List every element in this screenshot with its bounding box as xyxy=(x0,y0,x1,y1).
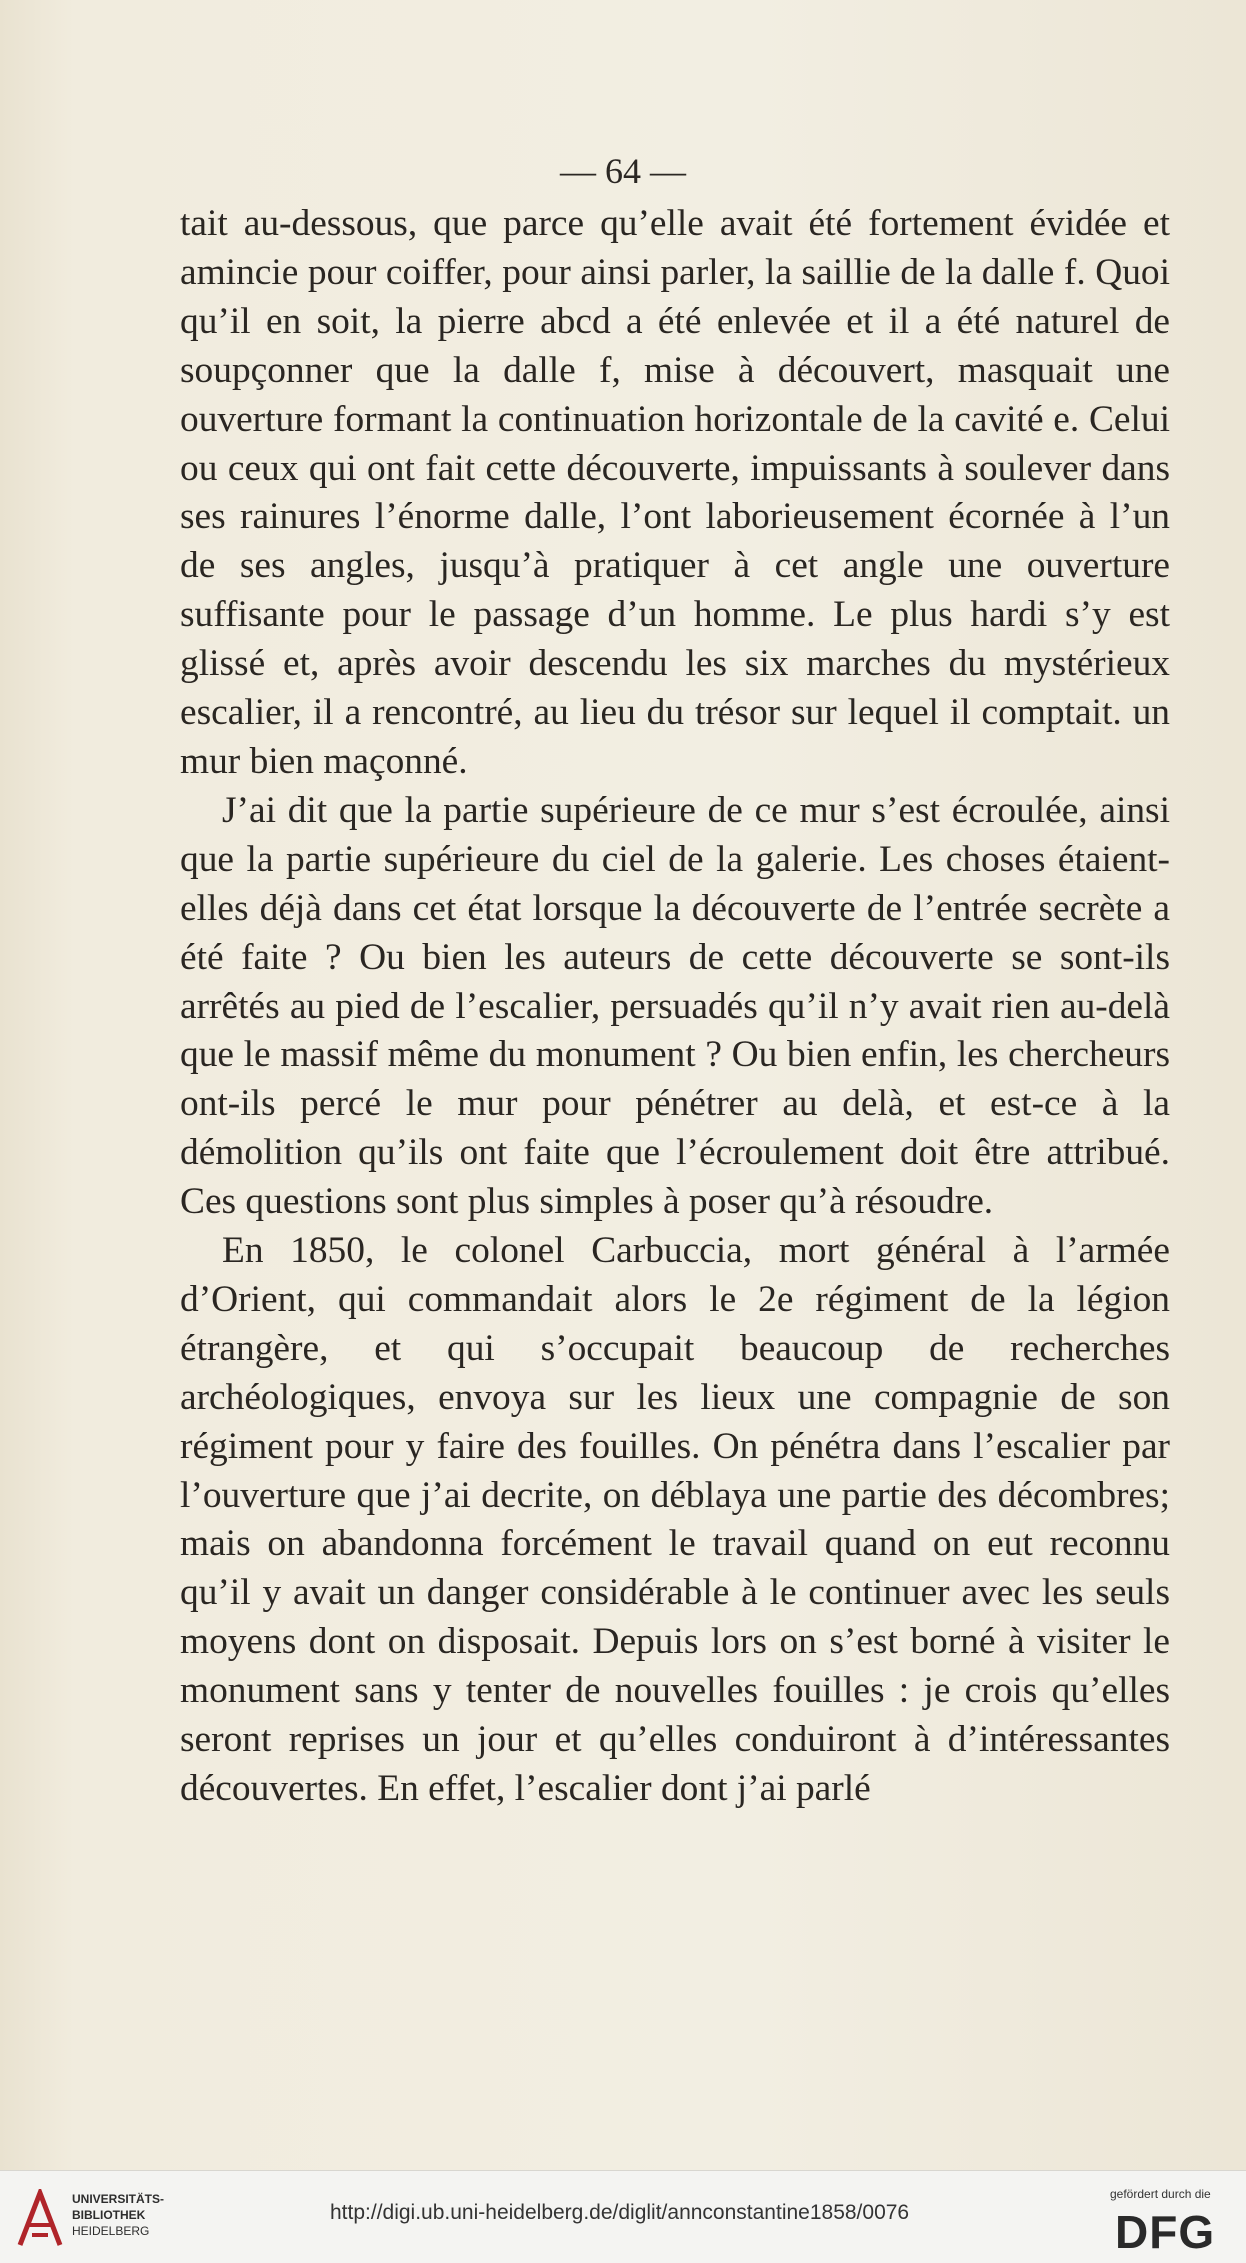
viewer-footer xyxy=(0,2170,1246,2263)
library-name xyxy=(72,2191,164,2239)
paragraph-3: En 1850, le colonel Carbuccia, mort général à l’armée d’Orient, qui commandait alors le 2e régiment de la légion étrangère, et qui s’occupait beaucoup de recherches archéologiques, envoya sur les lieux une compagnie de son régiment pour y faire des fouilles. On pénétra dans l’escalier par l’ouverture que j’ai decrite, on déblaya une partie des décombres; mais on abandonna forcément le travail quand on eut reconnu qu’il y avait un danger considérable à le continuer avec les seuls moyens dont on disposait. Depuis lors on s’est borné à visiter le monument sans y tenter de nouvelles fouilles : je crois qu’elles seront reprises un jour et qu’elles conduiront à d’intéressantes découvertes. En effet, l’escalier dont j’ai parlé xyxy=(180,1230,1170,1809)
library-name-line3: HEIDELBERG xyxy=(72,2224,150,2238)
library-name-line2: BIBLIOTHEK xyxy=(72,2208,146,2222)
paragraph-2: J’ai dit que la partie supérieure de ce mur s’est écroulée, ainsi que la partie supérieure du ciel de la galerie. Les choses étaient-elles déjà dans cet état lorsque la découverte de l’entrée secrète a été faite ? Ou bien les auteurs de cette découverte se sont-ils arrêtés au pied de l’escalier, persuadés qu’il n’y avait rien au-delà que le massif même du monument ? Ou bien enfin, les chercheurs ont-ils percé le mur pour pénétrer au delà, et est-ce à la démolition qu’ils ont faite que l’écroulement doit être attribué. Ces questions sont plus simples à poser qu’à résoudre. xyxy=(180,789,1170,1223)
funded-by-label: gefördert durch die xyxy=(1110,2187,1211,2201)
paragraph-1: tait au-dessous, que parce qu’elle avait été fortement évidée et amincie pour coiffer, pour ainsi parler, la saillie de la dalle f. Quoi qu’il en soit, la pierre abcd a été enlevée et il a été naturel de soupçonner que la dalle f, mise à découvert, masquait une ouverture formant la continuation horizontale de la cavité e. Celui ou ceux qui ont fait cette découverte, impuissants à soulever dans ses rainures l’énorme dalle, l’ont laborieusement écornée à l’un de ses angles, jusqu’à pratiquer à cet angle une ouverture suffisante pour le passage d’un homme. Le plus hardi s’y est glissé et, après avoir descendu les six marches du mystérieux escalier, il a rencontré, au lieu du trésor sur lequel il comptait. un mur bien maçonné. xyxy=(180,203,1170,782)
library-name-line1: UNIVERSITÄTS- xyxy=(72,2192,165,2206)
body-text xyxy=(180,200,1170,1814)
page-number: — 64 — xyxy=(560,151,686,191)
dfg-logo: DFG xyxy=(1115,2206,1216,2258)
permalink-url[interactable]: http://digi.ub.uni-heidelberg.de/diglit/annconstantine1858/0076 xyxy=(330,2201,910,2224)
university-library-logo-icon xyxy=(16,2189,64,2249)
